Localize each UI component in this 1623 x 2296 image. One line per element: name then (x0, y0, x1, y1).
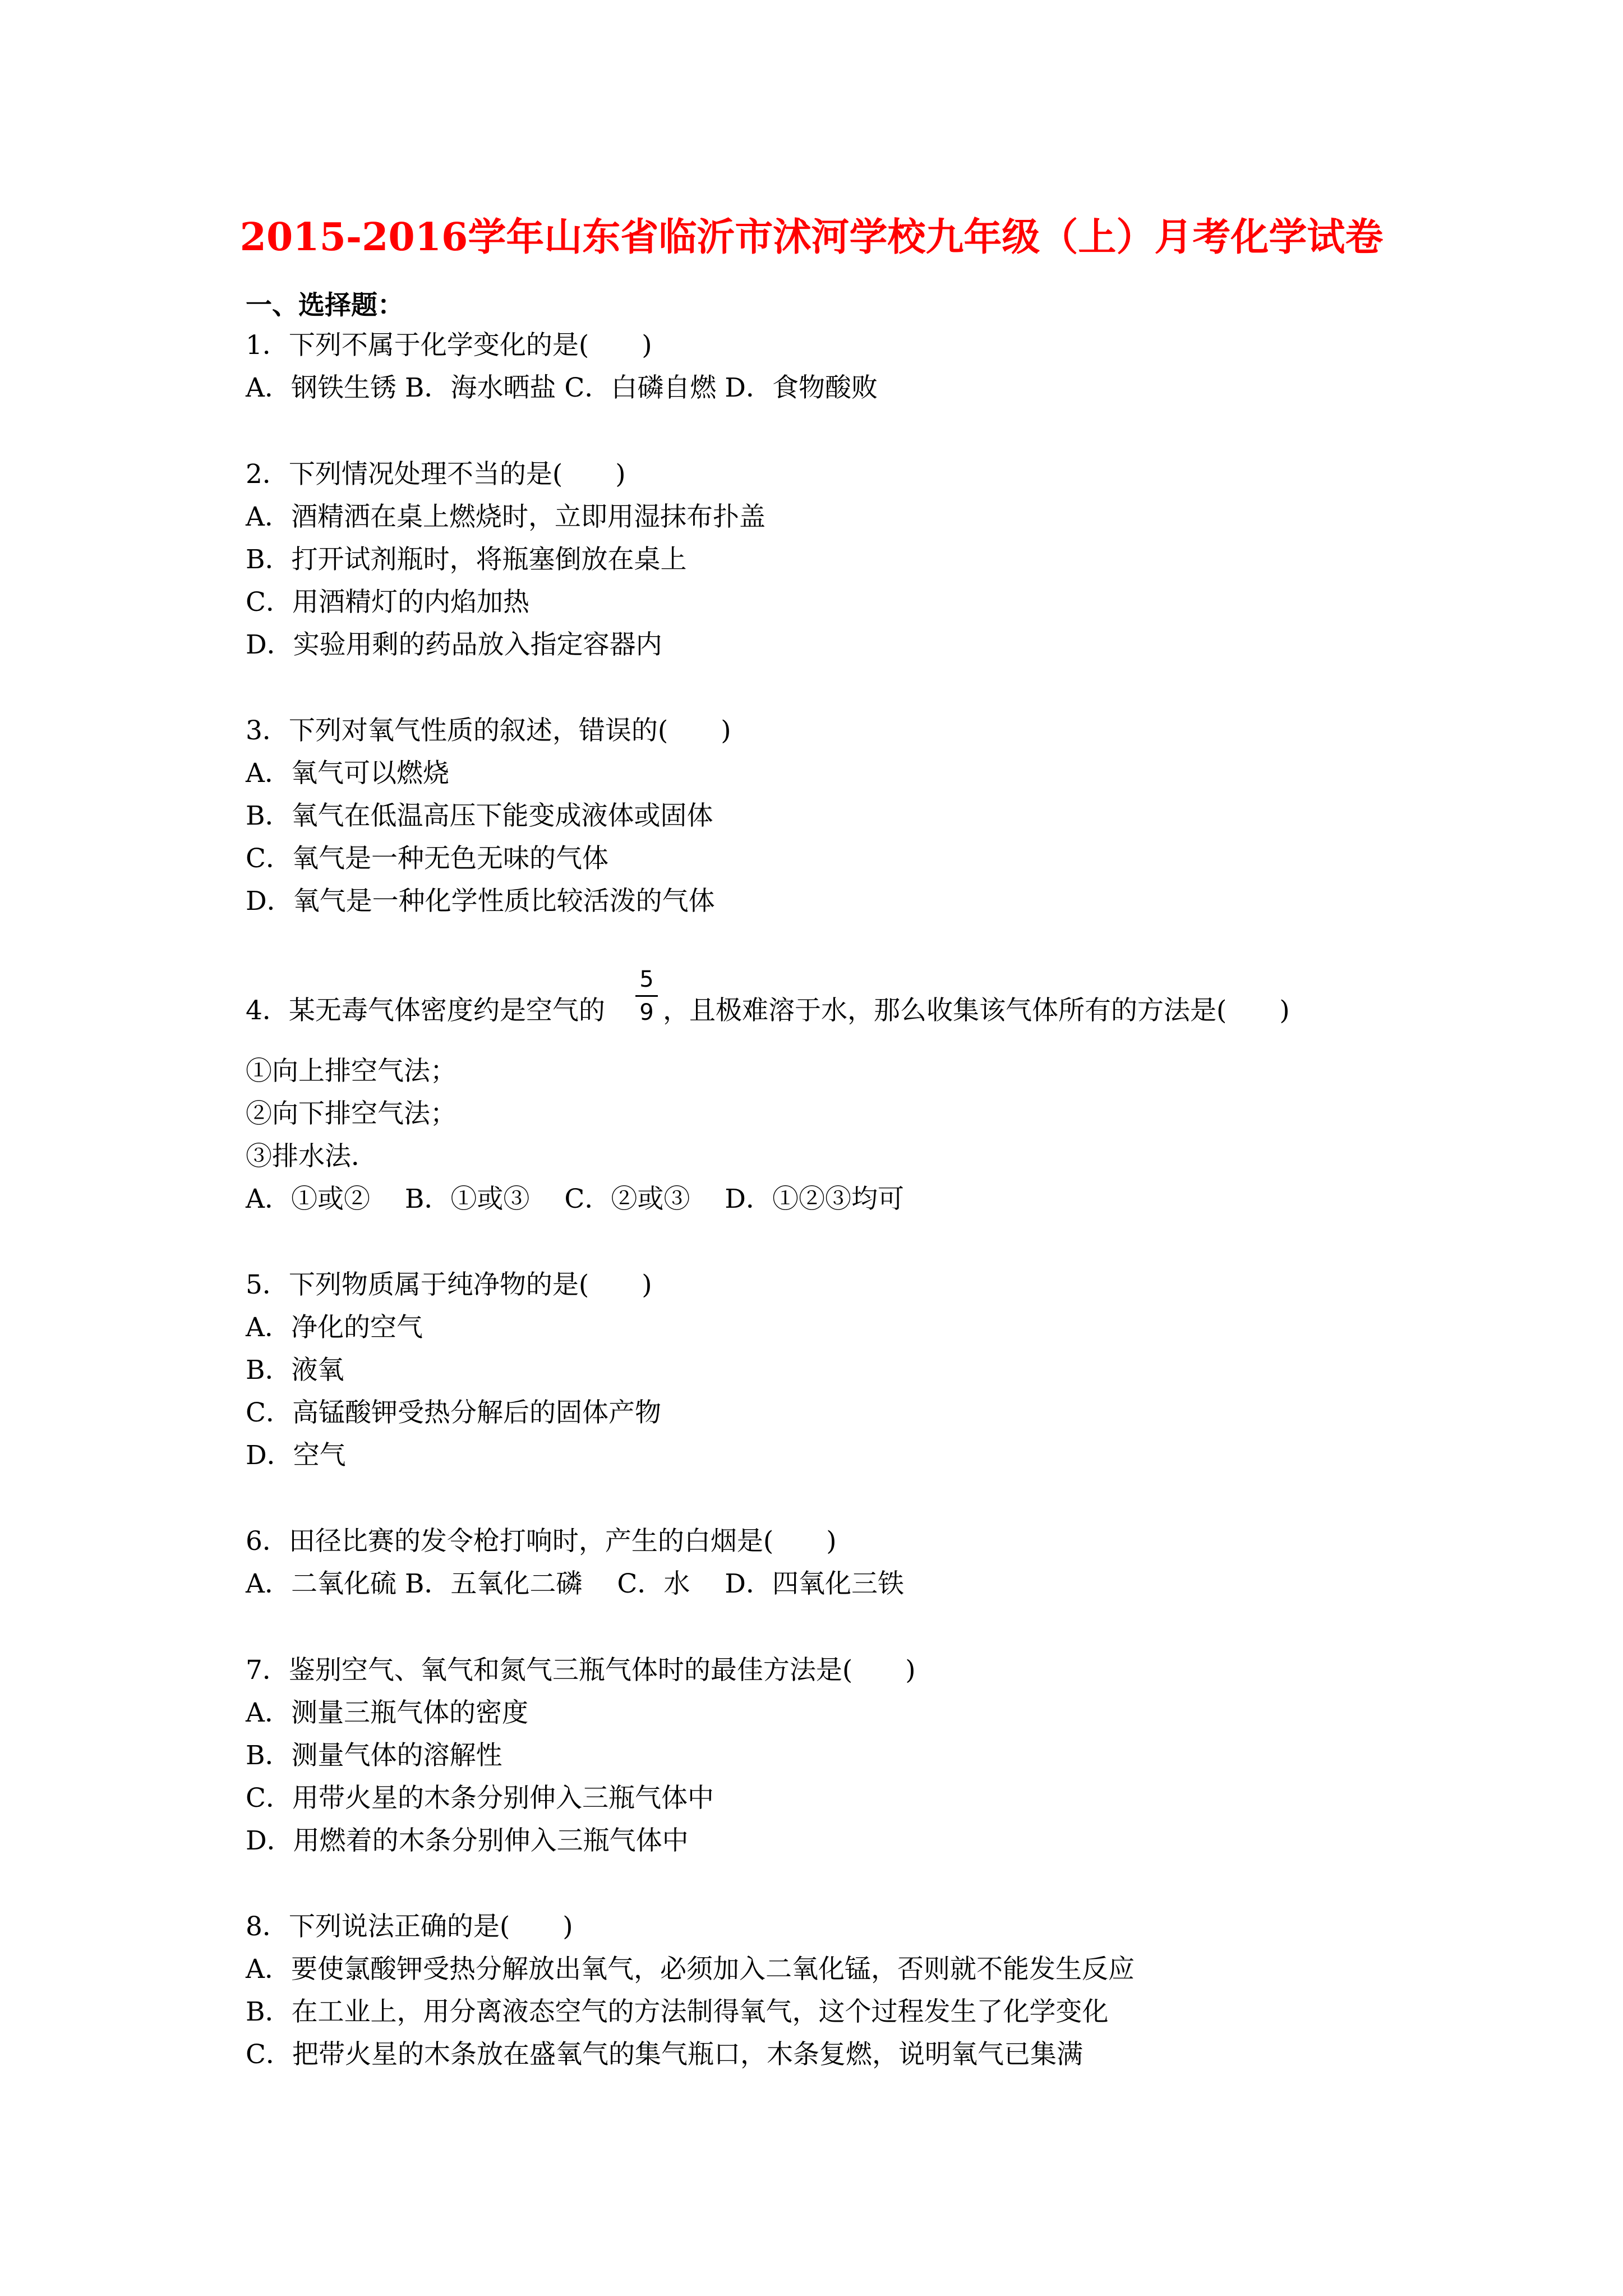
question-7-option-a: A．测量三瓶气体的密度 (246, 1697, 528, 1728)
question-8-option-a: A．要使氯酸钾受热分解放出氧气，必须加入二氧化锰，否则就不能发生反应 (246, 1954, 1135, 1985)
question-6-options: A．二氧化硫 B．五氧化二磷 C．水 D．四氧化三铁 (246, 1568, 904, 1599)
question-3-option-c: C．氧气是一种无色无味的气体 (246, 843, 608, 874)
question-5-option-a: A．净化的空气 (246, 1312, 423, 1343)
question-6-stem: 6．田径比赛的发令枪打响时，产生的白烟是( ) (246, 1526, 837, 1557)
question-3-option-d: D．氧气是一种化学性质比较活泼的气体 (246, 886, 715, 917)
page-title: 2015-2016学年山东省临沂市沭河学校九年级（上）月考化学试卷 (239, 215, 1384, 260)
fraction-numerator: 5 (639, 967, 654, 992)
question-3-option-b: B．氧气在低温高压下能变成液体或固体 (246, 800, 713, 831)
question-7-option-c: C．用带火星的木条分别伸入三瓶气体中 (246, 1783, 714, 1814)
question-8-option-b: B．在工业上，用分离液态空气的方法制得氧气，这个过程发生了化学变化 (246, 1996, 1109, 2027)
question-5-option-b: B．液氧 (246, 1355, 344, 1386)
question-4-options: A．①或② B．①或③ C．②或③ D．①②③均可 (246, 1184, 904, 1214)
question-8-stem: 8．下列说法正确的是( ) (246, 1911, 573, 1942)
question-4-stem-start: 4．某无毒气体密度约是空气的 (246, 995, 605, 1026)
question-2-option-a: A．酒精洒在桌上燃烧时，立即用湿抹布扑盖 (246, 501, 766, 532)
fraction-five-ninths (635, 966, 658, 1026)
question-3-stem: 3．下列对氧气性质的叙述，错误的( ) (246, 715, 731, 746)
question-4-method-1: ①向上排空气法； (246, 1056, 457, 1087)
question-1-stem: 1．下列不属于化学变化的是( ) (246, 330, 652, 361)
question-4-stem-end: ，且极难溶于水，那么收集该气体所有的方法是( ) (663, 995, 1290, 1026)
question-2-option-b: B．打开试剂瓶时，将瓶塞倒放在桌上 (246, 544, 687, 575)
question-7-stem: 7．鉴别空气、氧气和氮气三瓶气体时的最佳方法是( ) (246, 1655, 916, 1686)
question-2-option-d: D．实验用剩的药品放入指定容器内 (246, 629, 662, 660)
question-3-option-a: A．氧气可以燃烧 (246, 758, 449, 789)
fraction-bar (635, 995, 658, 997)
question-4-method-3: ③排水法． (246, 1141, 377, 1172)
question-2-stem: 2．下列情况处理不当的是( ) (246, 459, 626, 490)
question-7-option-b: B．测量气体的溶解性 (246, 1740, 502, 1771)
fraction-denominator: 9 (639, 1000, 654, 1025)
question-5-option-d: D．空气 (246, 1440, 346, 1471)
question-5-stem: 5．下列物质属于纯净物的是( ) (246, 1269, 652, 1300)
question-2-option-c: C．用酒精灯的内焰加热 (246, 587, 529, 618)
question-5-option-c: C．高锰酸钾受热分解后的固体产物 (246, 1397, 661, 1428)
section-heading: 一、选择题： (246, 290, 404, 321)
question-7-option-d: D．用燃着的木条分别伸入三瓶气体中 (246, 1825, 689, 1856)
question-4-method-2: ②向下排空气法； (246, 1098, 457, 1129)
question-8-option-c: C．把带火星的木条放在盛氧气的集气瓶口，木条复燃，说明氧气已集满 (246, 2039, 1083, 2070)
question-1-options: A．钢铁生锈 B．海水晒盐 C．白磷自燃 D．食物酸败 (246, 372, 878, 403)
